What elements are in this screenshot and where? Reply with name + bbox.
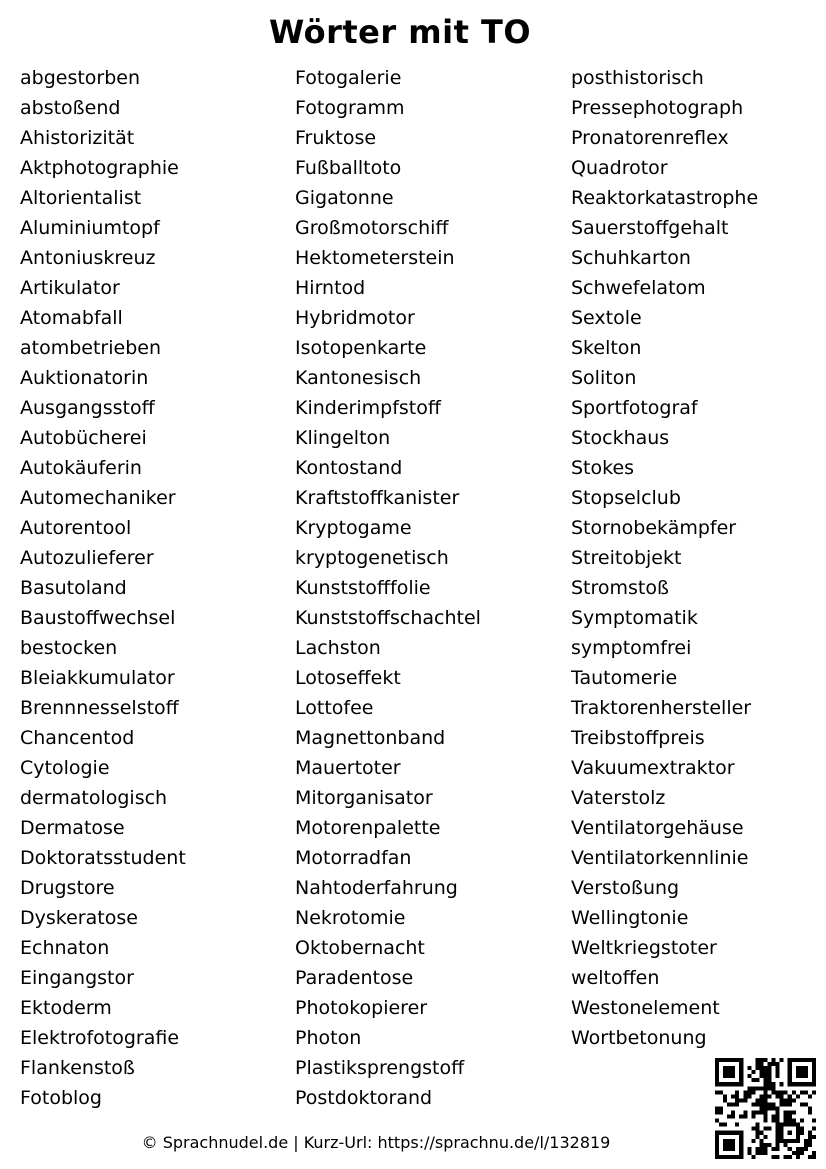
word-item: Westonelement: [571, 997, 720, 1019]
word-item: Tautomerie: [571, 667, 678, 689]
word-item: Ausgangsstoff: [20, 397, 155, 419]
word-item: Eingangstor: [20, 967, 134, 989]
word-item: Lachston: [295, 637, 381, 659]
word-item: Stokes: [571, 457, 635, 479]
word-item: Photon: [295, 1027, 362, 1049]
word-item: Hybridmotor: [295, 307, 415, 329]
word-item: Kontostand: [295, 457, 403, 479]
word-item: Fotogalerie: [295, 67, 402, 89]
word-item: Hektometerstein: [295, 247, 455, 269]
word-item: Fruktose: [295, 127, 377, 149]
word-item: Ventilatorgehäuse: [571, 817, 744, 839]
word-item: Artikulator: [20, 277, 120, 299]
word-item: Fußballtoto: [295, 157, 402, 179]
word-item: Altorientalist: [20, 187, 142, 209]
qr-code-icon: [715, 1058, 816, 1159]
word-item: Streitobjekt: [571, 547, 682, 569]
word-item: posthistorisch: [571, 67, 704, 89]
word-item: Stockhaus: [571, 427, 670, 449]
word-item: Kinderimpfstoff: [295, 397, 441, 419]
word-item: Treibstoffpreis: [571, 727, 705, 749]
word-item: Stopselclub: [571, 487, 681, 509]
page-title: Wörter mit TO: [268, 13, 532, 51]
word-item: Echnaton: [20, 937, 110, 959]
word-item: Plastiksprengstoff: [295, 1057, 465, 1079]
word-item: Nahtoderfahrung: [295, 877, 458, 899]
word-item: Brennnesselstoff: [20, 697, 179, 719]
word-item: Vaterstolz: [571, 787, 666, 809]
word-item: Hirntod: [295, 277, 366, 299]
word-item: symptomfrei: [571, 637, 692, 659]
word-item: Dyskeratose: [20, 907, 138, 929]
word-item: Kraftstoffkanister: [295, 487, 460, 509]
word-item: Sextole: [571, 307, 642, 329]
word-item: Lotoseffekt: [295, 667, 401, 689]
word-item: Autobücherei: [20, 427, 147, 449]
word-item: Wellingtonie: [571, 907, 689, 929]
word-item: Chancentod: [20, 727, 135, 749]
word-item: Automechaniker: [20, 487, 176, 509]
word-item: Cytologie: [20, 757, 110, 779]
word-item: Kunststoffschachtel: [295, 607, 481, 629]
footer-text: © Sprachnudel.de | Kurz-Url: https://sprachnu.de/l/132819: [141, 1133, 611, 1152]
word-item: Motorenpalette: [295, 817, 441, 839]
word-item: Atomabfall: [20, 307, 123, 329]
word-item: Auktionatorin: [20, 367, 149, 389]
footer-credit: [0, 1132, 752, 1154]
word-item: Baustoffwechsel: [20, 607, 176, 629]
word-item: abgestorben: [20, 67, 141, 89]
word-column-2: [295, 63, 481, 1113]
word-item: Flankenstoß: [20, 1057, 135, 1079]
word-item: Ektoderm: [20, 997, 112, 1019]
word-item: Sportfotograf: [571, 397, 698, 419]
word-item: Verstoßung: [571, 877, 680, 899]
word-column-1: [20, 63, 186, 1113]
word-item: Großmotorschiff: [295, 217, 449, 239]
word-item: abstoßend: [20, 97, 121, 119]
word-item: Ventilatorkennlinie: [571, 847, 749, 869]
word-item: Soliton: [571, 367, 637, 389]
word-item: Sauerstoffgehalt: [571, 217, 729, 239]
word-item: atombetrieben: [20, 337, 161, 359]
word-item: Fotoblog: [20, 1087, 102, 1109]
word-item: Photokopierer: [295, 997, 428, 1019]
word-item: Stornobekämpfer: [571, 517, 737, 539]
word-item: Paradentose: [295, 967, 414, 989]
word-item: Elektrofotografie: [20, 1027, 180, 1049]
word-item: Isotopenkarte: [295, 337, 427, 359]
word-item: Autorentool: [20, 517, 132, 539]
word-item: Skelton: [571, 337, 642, 359]
word-item: Pressephotograph: [571, 97, 744, 119]
word-item: weltoffen: [571, 967, 660, 989]
word-item: bestocken: [20, 637, 118, 659]
word-item: Nekrotomie: [295, 907, 406, 929]
word-item: Mitorganisator: [295, 787, 433, 809]
word-item: Motorradfan: [295, 847, 412, 869]
word-item: Weltkriegstoter: [571, 937, 717, 959]
word-item: Pronatorenreflex: [571, 127, 729, 149]
word-item: Magnettonband: [295, 727, 446, 749]
word-item: Quadrotor: [571, 157, 668, 179]
word-item: Lottofee: [295, 697, 374, 719]
word-item: Doktoratsstudent: [20, 847, 186, 869]
word-item: Dermatose: [20, 817, 125, 839]
word-item: Autokäuferin: [20, 457, 142, 479]
word-item: Aktphotographie: [20, 157, 179, 179]
word-item: Autozulieferer: [20, 547, 154, 569]
word-item: Schuhkarton: [571, 247, 691, 269]
word-item: Postdoktorand: [295, 1087, 433, 1109]
word-item: Mauertoter: [295, 757, 401, 779]
word-column-3: [571, 63, 758, 1053]
word-item: Stromstoß: [571, 577, 669, 599]
word-item: Symptomatik: [571, 607, 698, 629]
word-item: dermatologisch: [20, 787, 168, 809]
word-item: Gigatonne: [295, 187, 394, 209]
word-item: Klingelton: [295, 427, 391, 449]
word-item: Bleiakkumulator: [20, 667, 175, 689]
word-item: Vakuumextraktor: [571, 757, 735, 779]
word-item: Schwefelatom: [571, 277, 706, 299]
word-item: Traktorenhersteller: [571, 697, 752, 719]
word-item: Reaktorkatastrophe: [571, 187, 759, 209]
word-item: Fotogramm: [295, 97, 405, 119]
word-item: Ahistorizität: [20, 127, 135, 149]
word-item: Drugstore: [20, 877, 115, 899]
word-item: Kryptogame: [295, 517, 412, 539]
word-item: Kunststofffolie: [295, 577, 431, 599]
word-item: Aluminiumtopf: [20, 217, 160, 239]
word-item: kryptogenetisch: [295, 547, 449, 569]
word-item: Kantonesisch: [295, 367, 422, 389]
word-item: Oktobernacht: [295, 937, 425, 959]
word-item: Antoniuskreuz: [20, 247, 156, 269]
word-item: Wortbetonung: [571, 1027, 707, 1049]
word-item: Basutoland: [20, 577, 127, 599]
